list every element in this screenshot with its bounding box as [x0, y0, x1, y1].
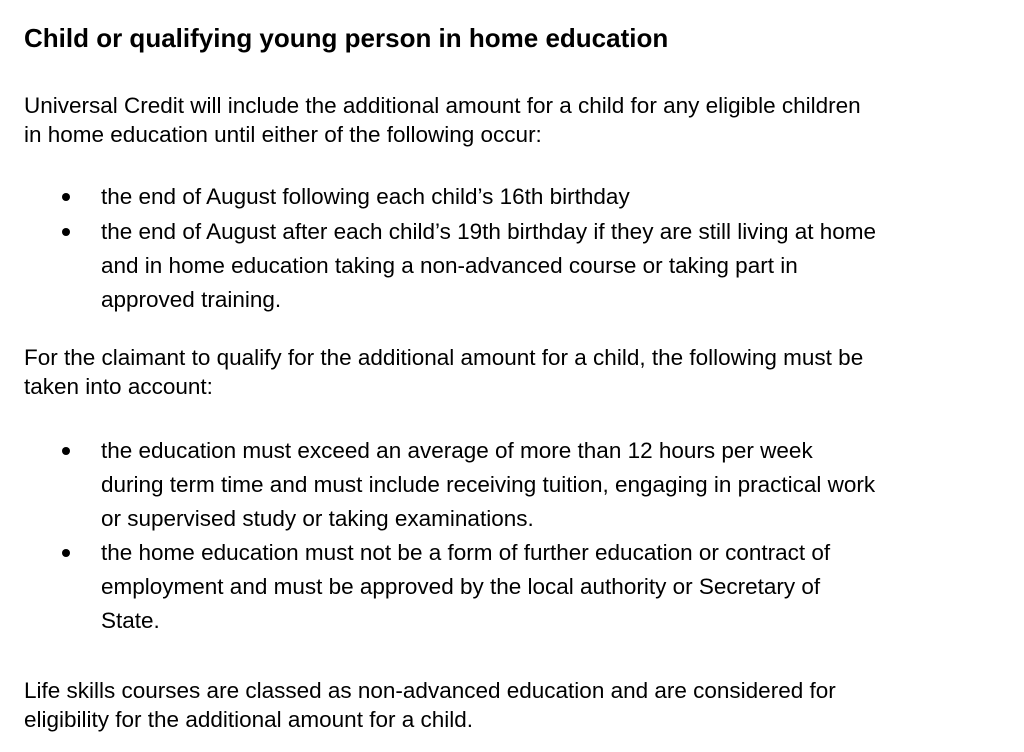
text-line: the education must exceed an average of more than 12 hours per week — [101, 438, 813, 463]
text-line: during term time and must include receiving tuition, engaging in practical work — [101, 472, 876, 497]
list-item — [101, 180, 630, 214]
text-line: or supervised study or taking examinations. — [101, 506, 534, 531]
list-item — [101, 434, 875, 536]
intro-paragraph — [24, 91, 861, 149]
text-line: taken into account: — [24, 374, 213, 399]
text-line: Life skills courses are classed as non-advanced education and are considered for — [24, 678, 836, 703]
list-item — [101, 536, 830, 638]
bullet-icon — [62, 549, 70, 557]
text-line: and in home education taking a non-advanced course or taking part in — [101, 253, 798, 278]
bullet-icon — [62, 228, 70, 236]
text-line: in home education until either of the following occur: — [24, 122, 542, 147]
text-line: approved training. — [101, 287, 282, 312]
text-line: For the claimant to qualify for the additional amount for a child, the following must be — [24, 345, 864, 370]
text-line: State. — [101, 608, 160, 633]
text-line: the end of August following each child’s 16th birthday — [101, 184, 630, 209]
text-line: employment and must be approved by the local authority or Secretary of — [101, 574, 821, 599]
list-item — [101, 215, 876, 317]
bullet-icon — [62, 193, 70, 201]
text-line: the end of August after each child’s 19th birthday if they are still living at home — [101, 219, 877, 244]
qualify-paragraph — [24, 343, 863, 401]
text-line: Universal Credit will include the additional amount for a child for any eligible children — [24, 93, 861, 118]
page-title: Child or qualifying young person in home education — [24, 23, 669, 53]
bullet-icon — [62, 447, 70, 455]
closing-paragraph — [24, 676, 836, 734]
text-line: the home education must not be a form of further education or contract of — [101, 540, 831, 565]
text-line: eligibility for the additional amount for a child. — [24, 707, 474, 732]
